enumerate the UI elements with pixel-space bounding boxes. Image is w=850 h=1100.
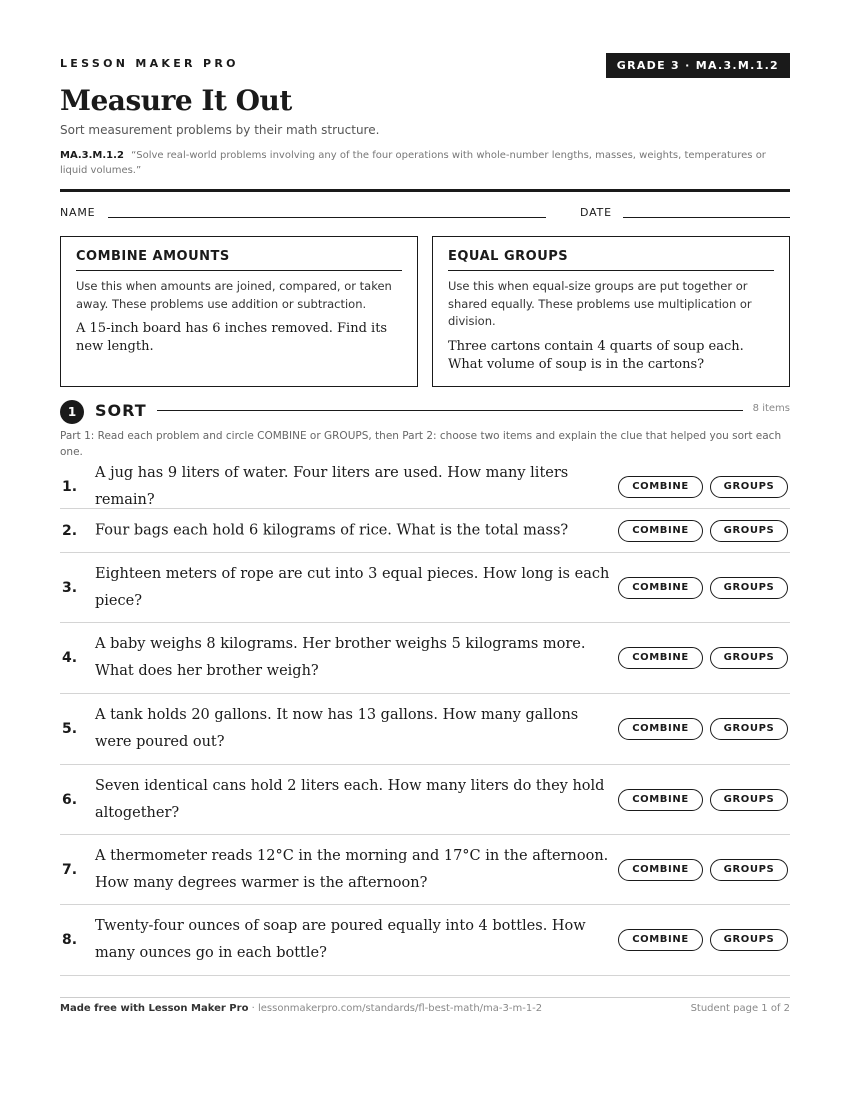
answer-options	[618, 859, 788, 881]
standard-statement	[60, 148, 790, 178]
problem-text: A baby weighs 8 kilograms. Her brother weighs 5 kilograms more. What does her brother weigh?	[95, 636, 586, 679]
answer-options	[618, 929, 788, 951]
problem-text: A tank holds 20 gallons. It now has 13 gallons. How many gallons were poured out?	[95, 707, 579, 750]
problem-row	[60, 835, 790, 905]
groups-option-button[interactable]: GROUPS	[710, 718, 788, 740]
problem-number: 8.	[62, 932, 78, 948]
problem-text: Seven identical cans hold 2 liters each. How many liters do they hold altogether?	[95, 777, 605, 821]
problem-row	[60, 905, 790, 976]
problem-text: Eighteen meters of rope are cut into 3 equal pieces. How long is each piece?	[95, 565, 610, 609]
card-description: Use this when equal-size groups are put together or shared equally. These problems use multiplication or division.	[448, 279, 752, 328]
footer-made-by: Made free with Lesson Maker Pro	[60, 1003, 249, 1014]
worksheet-page	[60, 0, 790, 1100]
card-description: Use this when amounts are joined, compared, or taken away. These problems use addition or subtraction.	[76, 279, 392, 311]
section-instructions: Part 1: Read each problem and circle COMBINE or GROUPS, then Part 2: choose two items and explain the clue that helped you sort each one.	[60, 430, 782, 458]
brand-name: LESSON MAKER PRO	[60, 57, 239, 70]
equal-groups-card	[432, 236, 790, 387]
combine-option-button[interactable]: COMBINE	[618, 476, 703, 498]
section-divider	[157, 410, 743, 411]
problem-text: A jug has 9 liters of water. Four liters are used. How many liters remain?	[95, 465, 569, 508]
problem-row	[60, 466, 790, 509]
name-field[interactable]	[108, 217, 546, 218]
combine-option-button[interactable]: COMBINE	[618, 929, 703, 951]
answer-options	[618, 718, 788, 740]
problem-number: 3.	[62, 579, 78, 596]
groups-option-button[interactable]: GROUPS	[710, 647, 788, 669]
combine-option-button[interactable]: COMBINE	[618, 647, 703, 669]
footer-divider	[60, 997, 790, 998]
standard-text: “Solve real-world problems involving any of the four operations with whole-number lengths, masses, weights, temperatures or liquid volumes.”	[60, 150, 766, 176]
page-subtitle: Sort measurement problems by their math structure.	[60, 123, 380, 137]
section-number-badge: 1	[60, 400, 84, 424]
answer-options	[618, 577, 788, 599]
answer-options	[618, 520, 788, 542]
groups-option-button[interactable]: GROUPS	[710, 577, 788, 599]
problem-text: Four bags each hold 6 kilograms of rice. What is the total mass?	[95, 522, 569, 538]
groups-option-button[interactable]: GROUPS	[710, 859, 788, 881]
problem-row	[60, 765, 790, 835]
problem-text: A thermometer reads 12°C in the morning and 17°C in the afternoon. How many degrees warmer is the afternoon?	[95, 847, 609, 891]
header-divider	[60, 189, 790, 192]
problem-number: 5.	[62, 721, 78, 737]
card-title: COMBINE AMOUNTS	[76, 249, 402, 271]
grade-badge: GRADE 3 · MA.3.M.1.2	[606, 53, 790, 78]
combine-amounts-card	[60, 236, 418, 387]
problem-row	[60, 509, 790, 553]
answer-options	[618, 476, 788, 498]
answer-options	[618, 647, 788, 669]
card-title: EQUAL GROUPS	[448, 249, 774, 271]
name-label: NAME	[60, 206, 96, 219]
problem-number: 7.	[62, 861, 78, 878]
combine-option-button[interactable]: COMBINE	[618, 789, 703, 811]
page-title: Measure It Out	[60, 84, 292, 117]
combine-option-button[interactable]: COMBINE	[618, 718, 703, 740]
combine-option-button[interactable]: COMBINE	[618, 520, 703, 542]
problem-list	[60, 466, 790, 976]
footer-url[interactable]: · lessonmakerpro.com/standards/fl-best-math/ma-3-m-1-2	[251, 1003, 543, 1014]
problem-row	[60, 553, 790, 623]
answer-options	[618, 789, 788, 811]
problem-number: 6.	[62, 791, 78, 808]
problem-row	[60, 623, 790, 694]
card-example: A 15-inch board has 6 inches removed. Find its new length.	[76, 321, 388, 354]
problem-number: 1.	[62, 479, 78, 495]
problem-row	[60, 694, 790, 765]
date-field[interactable]	[623, 217, 790, 218]
problem-number: 2.	[62, 522, 78, 539]
card-example: Three cartons contain 4 quarts of soup each. What volume of soup is in the cartons?	[448, 338, 744, 372]
groups-option-button[interactable]: GROUPS	[710, 789, 788, 811]
combine-option-button[interactable]: COMBINE	[618, 859, 703, 881]
date-label: DATE	[580, 206, 612, 219]
footer-page-number: Student page 1 of 2	[690, 1003, 790, 1014]
groups-option-button[interactable]: GROUPS	[710, 929, 788, 951]
problem-text: Twenty-four ounces of soap are poured equally into 4 bottles. How many ounces go in each bottle?	[95, 918, 586, 961]
groups-option-button[interactable]: GROUPS	[710, 520, 788, 542]
section-item-count: 8 items	[752, 403, 790, 414]
combine-option-button[interactable]: COMBINE	[618, 577, 703, 599]
standard-code: MA.3.M.1.2	[60, 150, 124, 161]
groups-option-button[interactable]: GROUPS	[710, 476, 788, 498]
problem-number: 4.	[62, 650, 78, 666]
section-title: SORT	[95, 401, 147, 420]
footer-credit	[60, 1003, 542, 1014]
